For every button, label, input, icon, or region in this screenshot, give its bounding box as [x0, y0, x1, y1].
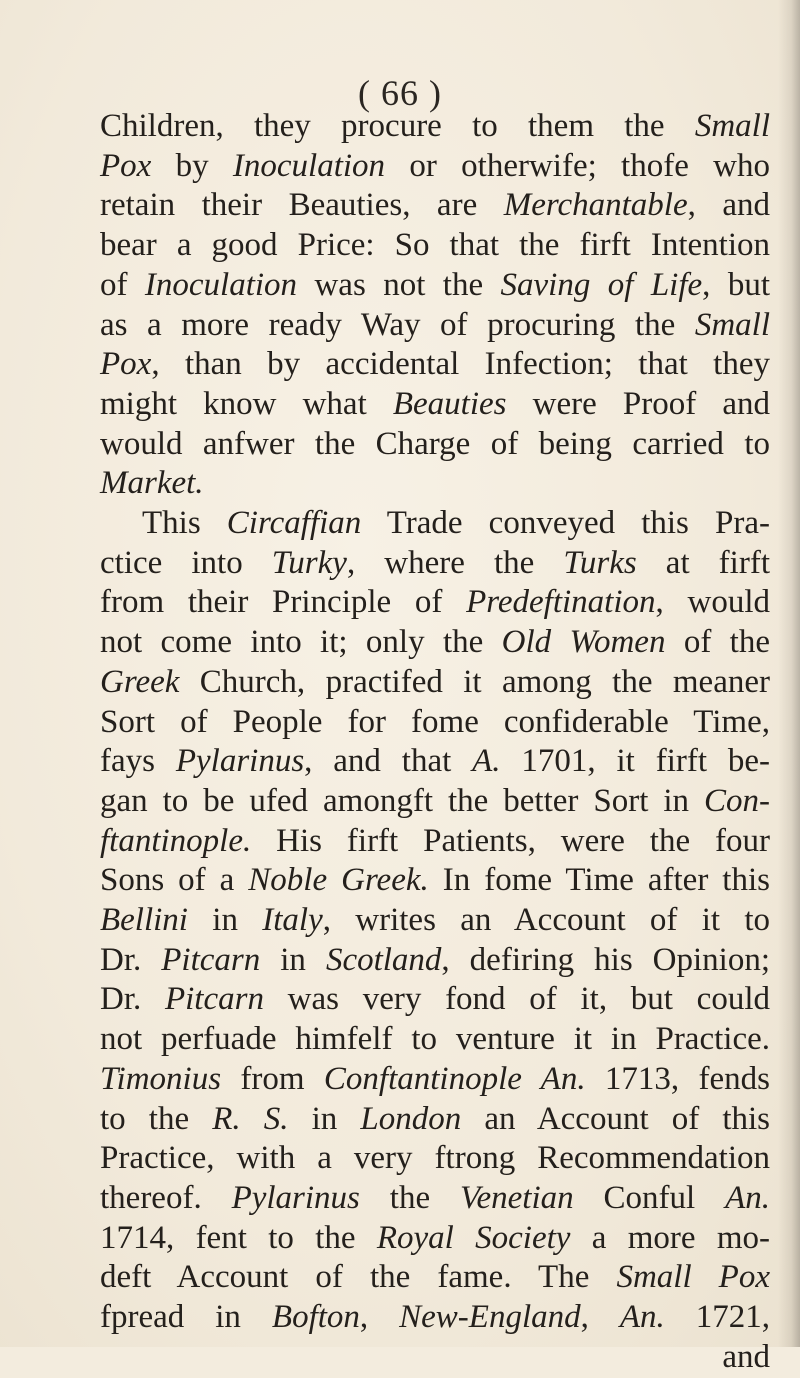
text-line	[100, 861, 770, 901]
roman-text: thereof.	[100, 1179, 232, 1216]
italic-text: Bofton	[271, 1299, 360, 1336]
text-line	[100, 1298, 770, 1338]
italic-text: Small	[694, 108, 770, 144]
roman-text: Sort of People for fome confiderable Time,	[100, 703, 770, 740]
roman-text: might know what	[100, 385, 393, 422]
roman-text: retain their Beauties, are	[100, 187, 504, 224]
italic-text: Turky	[271, 544, 347, 581]
roman-text: an Account of this	[461, 1100, 771, 1137]
text-line	[100, 1020, 770, 1060]
italic-text: Pylarinus	[175, 743, 305, 780]
italic-text: Small	[694, 306, 770, 343]
italic-text: Circaffian	[226, 505, 362, 542]
text-line	[100, 1338, 770, 1378]
roman-text: was very fond of it, but could	[263, 981, 770, 1018]
roman-text: or otherwife; thofe who	[385, 147, 770, 184]
text-line	[100, 782, 770, 822]
roman-text: the	[359, 1179, 460, 1216]
text-line	[100, 980, 770, 1020]
italic-text: Small Pox	[616, 1259, 770, 1296]
roman-text: Conful	[573, 1179, 726, 1216]
roman-text: not come into it; only the	[100, 624, 502, 661]
page-edge-shadow	[778, 0, 800, 1347]
italic-text: Merchantable	[503, 187, 688, 224]
italic-text: Pox	[100, 147, 152, 184]
roman-text: , defiring his Opinion;	[441, 941, 771, 978]
italic-text: Pitcarn	[164, 981, 264, 1018]
italic-text: ftantinople.	[100, 822, 252, 859]
roman-text: Practice, with a very ftrong Recommendation	[100, 1140, 770, 1177]
italic-text: Scotland	[325, 941, 442, 978]
italic-text: Pylarinus	[231, 1179, 360, 1216]
italic-text: Royal Society	[376, 1219, 571, 1256]
roman-text: fays	[100, 743, 176, 780]
text-line	[100, 1258, 770, 1298]
roman-text: from	[221, 1060, 324, 1097]
italic-text: Inoculation	[232, 147, 386, 184]
text-line	[100, 583, 770, 623]
text-line	[100, 345, 770, 385]
roman-text: ,	[359, 1299, 400, 1336]
text-line	[100, 1179, 770, 1219]
text-line	[100, 306, 770, 346]
text-line	[100, 703, 770, 743]
text-line	[100, 663, 770, 703]
italic-text: London	[360, 1100, 462, 1137]
roman-text: Sons of a	[100, 862, 249, 899]
roman-text: , and that	[304, 743, 473, 780]
italic-text: Noble Greek.	[248, 862, 429, 899]
italic-text: New-England	[399, 1299, 581, 1336]
roman-text: ctice into	[100, 544, 272, 581]
roman-text: a more mo-	[570, 1219, 770, 1256]
roman-text: 1701, it firft be-	[500, 743, 770, 780]
roman-text: This	[142, 505, 227, 542]
roman-text: gan to be ufed amongft the better Sort in	[100, 782, 704, 819]
roman-text: by	[151, 147, 233, 184]
italic-text: An.	[619, 1299, 665, 1336]
italic-text: An.	[725, 1179, 770, 1216]
italic-text: A.	[472, 743, 501, 780]
roman-text: 1713, fends	[585, 1060, 771, 1097]
italic-text: Old Women	[501, 624, 666, 661]
italic-text: Saving of Life	[500, 266, 703, 303]
roman-text: ,	[580, 1299, 620, 1336]
italic-text: Venetian	[459, 1179, 574, 1216]
body-text	[100, 107, 770, 1378]
roman-text: bear a good Price: So that the firft Intention	[100, 227, 770, 264]
roman-text: Dr.	[100, 981, 165, 1018]
roman-text: to the	[100, 1100, 213, 1137]
text-line	[100, 266, 770, 306]
roman-text: , than by accidental Infection; that they	[151, 346, 770, 383]
italic-text: Bellini	[100, 902, 188, 939]
text-line	[100, 544, 770, 584]
text-line	[100, 623, 770, 663]
italic-text: Beauties	[392, 385, 507, 422]
roman-text: Children, they procure to them the	[100, 108, 695, 144]
roman-text: Church, practifed it among the meaner	[179, 663, 770, 700]
text-line	[100, 1060, 770, 1100]
roman-text: at firft	[636, 544, 770, 581]
italic-text: Pitcarn	[161, 941, 261, 978]
italic-text: Italy	[262, 902, 323, 939]
text-line	[100, 385, 770, 425]
text-line	[100, 107, 770, 147]
text-line	[100, 147, 770, 187]
text-line	[100, 464, 770, 504]
roman-text: in	[187, 902, 263, 939]
text-line	[100, 901, 770, 941]
italic-text: R. S.	[212, 1100, 289, 1137]
roman-text: Trade conveyed this Pra-	[361, 505, 770, 542]
roman-text: in	[260, 941, 326, 978]
roman-text: of the	[665, 624, 770, 661]
text-line	[100, 226, 770, 266]
italic-text: Conftantinople An.	[323, 1060, 586, 1097]
page-number: ( 66 )	[358, 73, 442, 113]
text-line	[100, 1219, 770, 1259]
roman-text: His firft Patients, were the four	[251, 822, 770, 859]
italic-text: Timonius	[100, 1060, 222, 1097]
text-line	[100, 186, 770, 226]
roman-text: In fome Time after this	[428, 862, 770, 899]
italic-text: Inoculation	[144, 266, 298, 303]
roman-text: fpread in	[100, 1299, 272, 1336]
roman-text: , would	[655, 584, 770, 621]
text-line	[100, 742, 770, 782]
roman-text: 1721,	[664, 1299, 771, 1336]
roman-text: was not the	[297, 266, 501, 303]
roman-text: , but	[702, 266, 771, 303]
text-line	[100, 1139, 770, 1179]
text-line	[100, 941, 770, 981]
italic-text: Greek	[100, 663, 180, 700]
text-line	[100, 504, 770, 544]
roman-text: deft Account of the fame. The	[100, 1259, 617, 1296]
roman-text: Dr.	[100, 941, 162, 978]
italic-text: Turks	[563, 544, 637, 581]
roman-text: and	[722, 1338, 770, 1375]
text-line	[100, 822, 770, 862]
roman-text: of	[100, 266, 145, 303]
italic-text: Predeftination	[466, 584, 656, 621]
roman-text: would anfwer the Charge of being carried to	[100, 425, 770, 462]
roman-text: 1714, fent to the	[100, 1219, 377, 1256]
roman-text: were Proof and	[506, 385, 770, 422]
roman-text: , and	[687, 187, 770, 224]
roman-text: in	[288, 1100, 361, 1137]
italic-text: Con-	[704, 782, 770, 819]
italic-text: Pox	[100, 346, 152, 383]
text-line	[100, 425, 770, 465]
roman-text: , writes an Account of it to	[322, 902, 771, 939]
text-line	[100, 1100, 770, 1140]
roman-text: from their Principle of	[100, 584, 467, 621]
roman-text: as a more ready Way of procuring the	[100, 306, 695, 343]
roman-text: , where the	[346, 544, 564, 581]
roman-text: not perfuade himfelf to venture it in Practice.	[100, 1021, 770, 1058]
italic-text: Market.	[100, 465, 204, 502]
